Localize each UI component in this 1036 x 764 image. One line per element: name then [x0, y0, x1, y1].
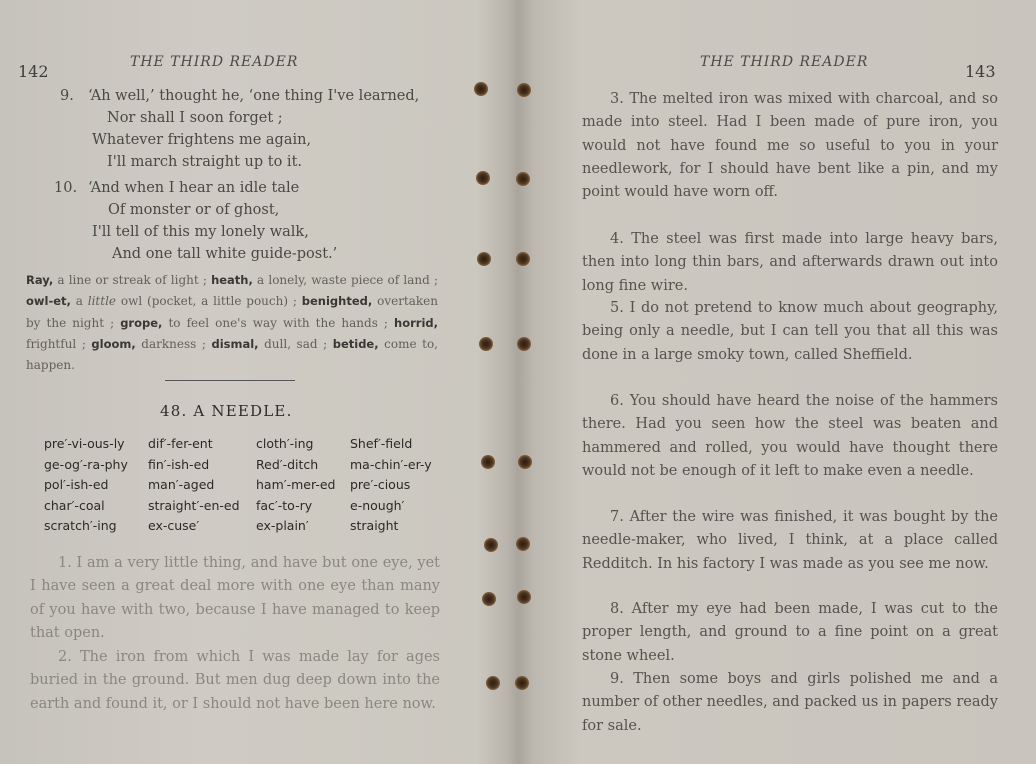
vocab-word: man′-aged: [148, 477, 215, 492]
glossary-term: dismal,: [211, 336, 259, 351]
vocab-word: ex-plain′: [256, 518, 309, 533]
binding-hole: [481, 455, 495, 469]
vocab-word: ex-cuse′: [148, 518, 200, 533]
stanza-line: And one tall white guide-post.’: [112, 246, 338, 262]
binding-hole: [518, 455, 532, 469]
glossary-definition: overtaken by the night ;: [26, 294, 439, 330]
stanza-line: Nor shall I soon forget ;: [107, 110, 283, 126]
section-divider: [165, 380, 295, 381]
vocab-word: char′-coal: [44, 497, 105, 513]
vocab-word: scratch′-ing: [44, 518, 117, 533]
paragraph-7: 7. After the wire was finished, it was bought by the needle-maker, who lived, I think, at a place called Redditch. In his factory I was made as you see me now.: [582, 509, 998, 572]
binding-hole: [486, 676, 500, 690]
binding-hole: [517, 337, 531, 351]
glossary-definition: dull, sad ;: [258, 336, 333, 351]
glossary-term: Ray,: [26, 273, 54, 287]
glossary-definition: owl (pocket, a little pouch) ;: [116, 294, 302, 309]
vocab-word: pre′-cious: [350, 477, 411, 492]
paragraph-4: 4. The steel was first made into large heavy bars, then into long thin bars, and afterwards drawn out into long fine wire.: [582, 231, 998, 294]
vocab-word: ma-chin′-er-y: [350, 456, 432, 472]
vocab-word: Red′-ditch: [256, 456, 319, 472]
lesson-title: 48. A NEEDLE.: [160, 402, 293, 420]
binding-hole: [484, 538, 498, 552]
vocab-word: e-nough′: [350, 497, 405, 513]
vocab-word: fac′-to-ry: [256, 497, 313, 513]
binding-hole: [517, 590, 531, 604]
vocab-word: dif′-fer-ent: [148, 436, 213, 451]
stanza-line: ‘Ah well,’ thought he, ‘one thing I've learned,: [88, 88, 420, 104]
vocab-column: [350, 434, 432, 537]
vocab-word: pre′-vi-ous-ly: [44, 436, 125, 451]
glossary: [26, 270, 438, 376]
glossary-definition: a: [70, 294, 88, 309]
stanza-line: I'll march straight up to it.: [107, 154, 302, 170]
glossary-definition: come to, happen.: [26, 336, 438, 373]
glossary-definition: a lonely, waste piece of land ;: [252, 273, 438, 287]
glossary-term: benighted,: [301, 294, 373, 309]
stanza-line: I'll tell of this my lonely walk,: [92, 224, 309, 240]
binding-hole: [476, 171, 490, 185]
stanza-9: [60, 85, 460, 173]
vocab-word: straight′-en-ed: [148, 497, 240, 513]
binding-hole: [516, 537, 530, 551]
glossary-term: gloom,: [91, 336, 136, 351]
binding-hole: [474, 82, 488, 96]
glossary-term: grope,: [120, 315, 163, 330]
page-number-left: 142: [18, 62, 49, 81]
vocab-word: straight: [350, 518, 399, 533]
paragraph-3: 3. The melted iron was mixed with charcoal, and so made into steel. Had I been made of pure iron, you would not have found me so useful to you in your needlework, for I should have bent like a pin, and my point would have worn off.: [582, 91, 998, 201]
glossary-definition: a line or streak of light ;: [53, 273, 212, 287]
left-page: [0, 0, 505, 764]
glossary-term: heath,: [211, 273, 253, 287]
binding-hole: [516, 252, 530, 266]
binding-hole: [515, 676, 529, 690]
running-head-right: THE THIRD READER: [700, 54, 869, 70]
vocab-word: pol′-ish-ed: [44, 477, 109, 492]
vocab-word: Shef′-field: [350, 436, 413, 451]
vocab-word: cloth′-ing: [256, 436, 314, 451]
stanza-line: Whatever frightens me again,: [92, 132, 312, 148]
stanza-line: ‘And when I hear an idle tale: [88, 180, 300, 196]
binding-hole: [482, 592, 496, 606]
vocab-word: ham′-mer-ed: [256, 477, 336, 492]
paragraph-8: 8. After my eye had been made, I was cut to the proper length, and ground to a fine point on a great stone wheel.: [582, 601, 998, 664]
running-head-left: THE THIRD READER: [130, 54, 299, 70]
glossary-definition: darkness ;: [135, 336, 212, 351]
glossary-italic: little: [87, 294, 117, 309]
paragraph-9: 9. Then some boys and girls polished me and a number of other needles, and packed us in papers ready for sale.: [582, 671, 998, 734]
paragraph-2: 2. The iron from which I was made lay for ages buried in the ground. But men dug deep down into the earth and found it, or I should not have been here now.: [30, 649, 440, 712]
glossary-term: betide,: [332, 336, 379, 351]
stanza-10: [54, 177, 454, 265]
vocab-column: [44, 434, 128, 537]
paragraph-5: 5. I do not pretend to know much about geography, being only a needle, but I can tell you that all this was done in a large smoky town, called Sheffield.: [582, 300, 998, 363]
glossary-definition: to feel one's way with the hands ;: [162, 315, 395, 330]
glossary-term: horrid,: [394, 315, 438, 330]
glossary-term: owl-et,: [26, 294, 71, 309]
stanza-number: 9.: [60, 88, 74, 104]
glossary-definition: frightful ;: [26, 336, 92, 351]
stanza-line: Of monster or of ghost,: [108, 202, 280, 218]
binding-hole: [477, 252, 491, 266]
paragraph-6: 6. You should have heard the noise of the hammers there. Had you seen how the steel was beaten and hammered and rolled, you would have thought there would not be enough of it left to make even a needle.: [582, 393, 998, 479]
vocab-word: ge-og′-ra-phy: [44, 456, 128, 472]
page-number-right: 143: [965, 62, 996, 81]
vocab-column: [256, 434, 335, 537]
vocab-column: [148, 434, 240, 537]
vocab-word: fin′-ish-ed: [148, 456, 210, 472]
stanza-number: 10.: [54, 180, 78, 196]
binding-hole: [517, 83, 531, 97]
paragraph-1: 1. I am a very little thing, and have but one eye, yet I have seen a great deal more with one eye than many of you have with two, because I have managed to keep that open.: [30, 555, 440, 641]
binding-hole: [479, 337, 493, 351]
binding-hole: [516, 172, 530, 186]
